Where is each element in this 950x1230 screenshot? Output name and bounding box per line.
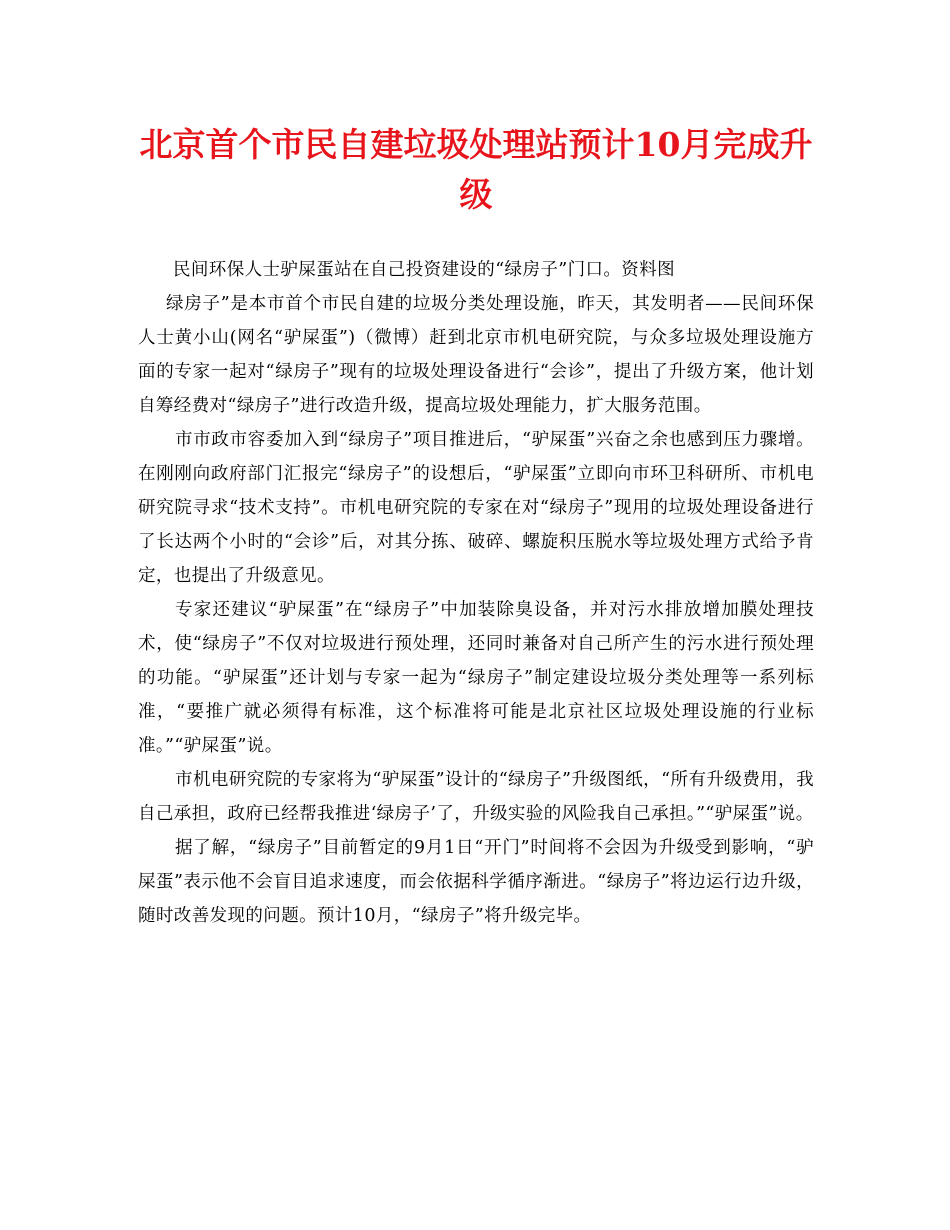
article-body [138,253,814,933]
article-paragraph-1: 绿房子”是本市首个市民自建的垃圾分类处理设施，昨天，其发明者——民间环保人士黄小山(网名“驴屎蛋”)（微博）赶到北京市机电研究院，与众多垃圾处理设施方面的专家一起对“绿房子”现有的垃圾处理设备进行“会诊”，提出了升级方案，他计划自筹经费对“绿房子”进行改造升级，提高垃圾处理能力，扩大服务范围。 [138,294,814,416]
image-caption: 民间环保人士驴屎蛋站在自己投资建设的“绿房子”门口。资料图 [173,260,675,280]
article-paragraph-5: 据了解，“绿房子”目前暂定的9月1日“开门”时间将不会因为升级受到影响，“驴屎蛋”表示他不会盲目追求速度，而会依据科学循序渐进。“绿房子”将边运行边升级，随时改善发现的问题。预计10月，“绿房子”将升级完毕。 [138,838,814,926]
article-paragraph-4: 市机电研究院的专家将为“驴屎蛋”设计的“绿房子”升级图纸，“所有升级费用，我自己承担，政府已经帮我推进‘绿房子’了，升级实验的风险我自己承担。”“驴屎蛋”说。 [138,770,814,824]
article-paragraph-3: 专家还建议“驴屎蛋”在“绿房子”中加装除臭设备，并对污水排放增加膜处理技术，使“绿房子”不仅对垃圾进行预处理，还同时兼备对自己所产生的污水进行预处理的功能。“驴屎蛋”还计划与专家一起为“绿房子”制定建设垃圾分类处理等一系列标准，“要推广就必须得有标准，这个标准将可能是北京社区垃圾处理设施的行业标准。”“驴屎蛋”说。 [138,600,814,756]
article-title: 北京首个市民自建垃圾处理站预计10月完成升级 [139,125,813,214]
article-paragraph-2: 市市政市容委加入到“绿房子”项目推进后，“驴屎蛋”兴奋之余也感到压力骤增。在刚刚向政府部门汇报完“绿房子”的设想后，“驴屎蛋”立即向市环卫科研所、市机电研究院寻求“技术支持”。市机电研究院的专家在对“绿房子”现用的垃圾处理设备进行了长达两个小时的“会诊”后，对其分拣、破碎、螺旋积压脱水等垃圾处理方式给予肯定，也提出了升级意见。 [138,430,814,586]
